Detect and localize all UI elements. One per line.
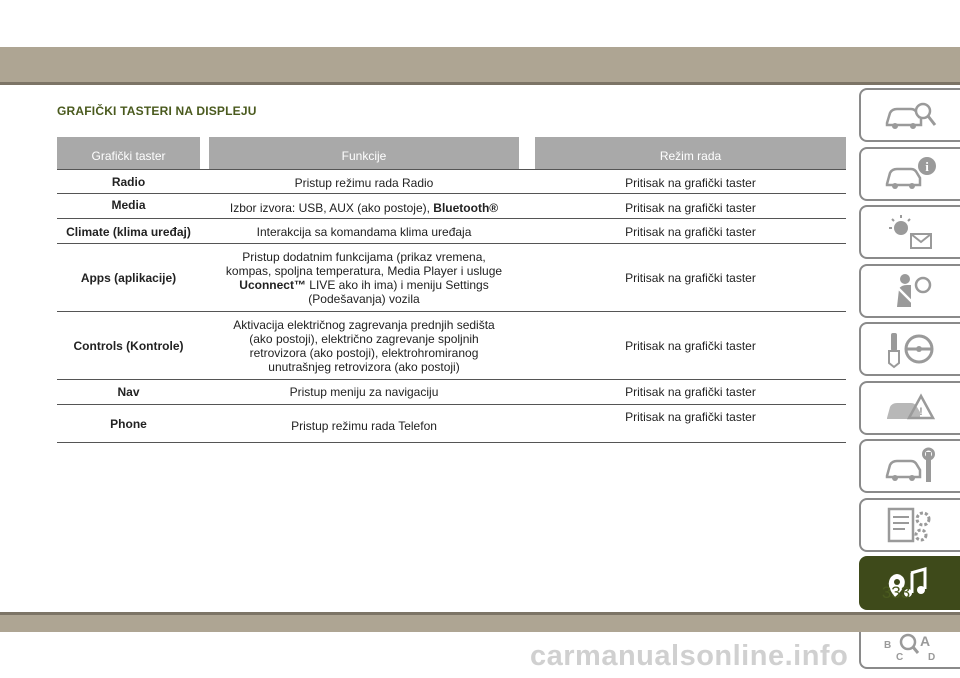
tab-car-info[interactable] [859,147,960,201]
row-mode: Pritisak na grafički taster [625,271,756,285]
row-function: Interakcija sa komandama klima uređaja [256,225,472,239]
function-line: (ako postoji), električno zagrevanje spoljnih [249,332,479,346]
row-function: Pristup meniju za navigaciju [289,385,439,399]
car-wrench-icon [881,446,941,486]
svg-text:!: ! [918,406,923,418]
row-mode: Pritisak na grafički taster [625,410,756,424]
row-button: Climate (klima uređaj) [66,225,191,239]
function-line: kompas, spoljna temperatura, Media Player i usluge [225,264,503,278]
header-graphic-button: Grafički taster [57,137,200,169]
car-hazard-icon [881,388,941,428]
tab-servicing[interactable] [859,439,960,493]
seatbelt-airbag-icon [881,271,941,311]
tab-technical-specs[interactable] [859,498,960,552]
row-button: Phone [110,417,147,431]
function-line: retrovizora (ako postoji), elektrohromiranog [249,346,479,360]
row-mode: Pritisak na grafički taster [625,225,756,239]
car-info-icon [881,154,941,194]
header-mode: Režim rada [535,137,846,169]
function-text: Izbor izvora: USB, AUX (ako postoje), [229,201,434,215]
row-function [209,250,519,306]
tab-emergency[interactable] [859,381,960,435]
row-button: Radio [111,175,146,189]
index-letter: A [919,633,930,649]
table-divider [57,311,846,312]
tab-warning-messages[interactable] [859,205,960,259]
index-letter: D [927,652,935,663]
header-functions: Funkcije [209,137,519,169]
row-button: Controls (Kontrole) [73,339,184,353]
table-divider [57,442,846,443]
row-button: Nav [117,385,140,399]
function-bold-text: Bluetooth® [433,201,499,215]
section-title: GRAFIČKI TASTERI NA DISPLEJU [57,104,257,118]
table-divider [57,404,846,405]
function-text: LIVE ako ih ima) i meniju Settings [305,278,489,292]
row-mode: Pritisak na grafički taster [625,385,756,399]
row-button: Media [111,198,146,212]
function-line: Aktivacija električnog zagrevanja prednjih sedišta [233,318,495,332]
warning-light-message-icon [881,212,941,252]
table-divider [57,169,846,170]
tab-car-search[interactable] [859,88,960,142]
index-letter: C [895,652,903,663]
watermark: carmanualsonline.info [530,640,849,672]
table-divider [57,243,846,244]
function-line: unutrašnjeg retrovizora (ako postoji) [268,360,460,374]
specs-gear-icon [881,505,941,545]
table-divider [57,379,846,380]
function-line: Pristup dodatnim funkcijama (prikaz vremena, [242,250,486,264]
page-number: 333 [881,583,911,602]
row-mode: Pritisak na grafički taster [625,176,756,190]
row-mode: Pritisak na grafički taster [625,339,756,353]
top-decor-bar [0,47,960,82]
index-letter: B [883,640,891,651]
svg-text:i: i [924,159,929,174]
row-button: Apps (aplikacije) [80,271,177,285]
top-decor-line [0,82,960,85]
table-divider [57,193,846,194]
function-line: (Podešavanja) vozila [308,292,420,306]
table-divider [57,218,846,219]
key-steering-wheel-icon [881,329,941,369]
row-function: Pristup režimu rada Telefon [291,419,437,433]
row-mode: Pritisak na grafički taster [625,201,756,215]
bottom-decor-bar [0,615,960,632]
function-bold-text: Uconnect™ [239,278,306,292]
tab-starting-operating[interactable] [859,322,960,376]
row-function: Pristup režimu rada Radio [294,176,434,190]
row-function [209,318,519,374]
row-function [209,201,519,215]
tab-safety[interactable] [859,264,960,318]
function-line [209,278,519,292]
car-search-icon [881,95,941,135]
